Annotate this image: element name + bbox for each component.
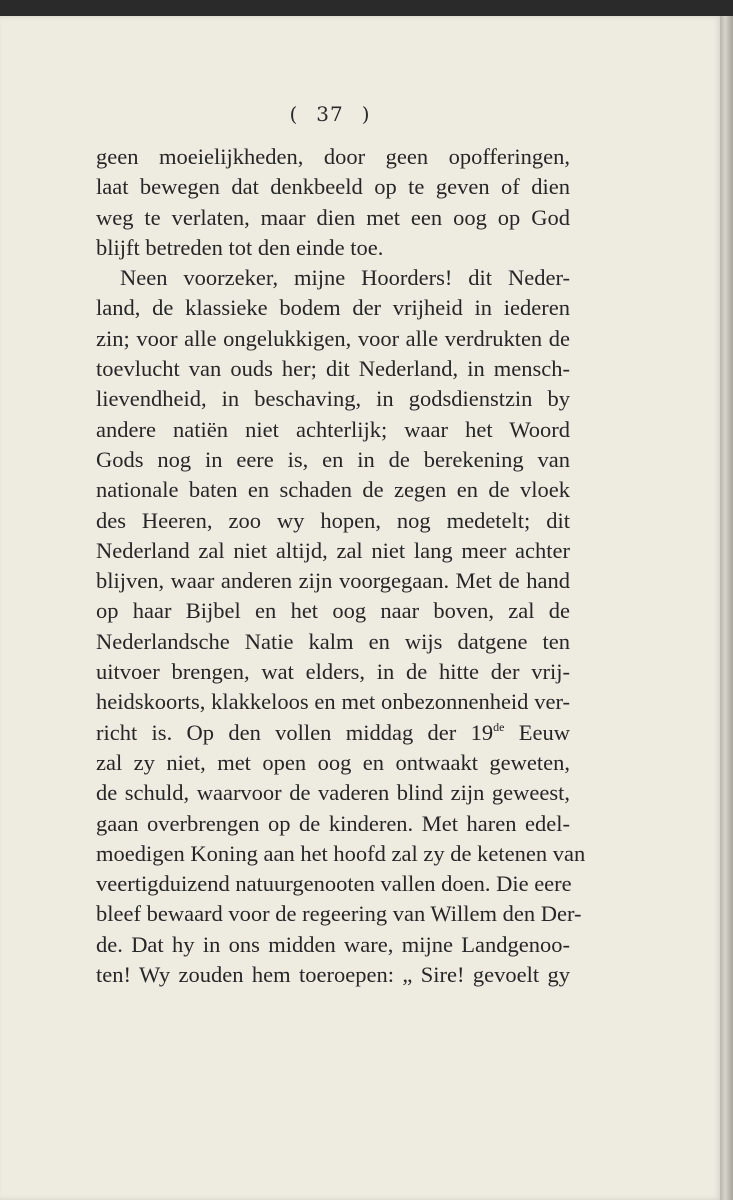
page-number bbox=[0, 102, 660, 126]
superscript: de bbox=[493, 719, 505, 734]
text-line: lievendheid, in beschaving, in godsdienstzin by bbox=[96, 386, 570, 412]
text-line: des Heeren, zoo wy hopen, nog medetelt; dit bbox=[96, 507, 570, 533]
page-edge bbox=[720, 16, 733, 1200]
text-line-with-superscript bbox=[96, 718, 570, 748]
text-line: gaan overbrengen op de kinderen. Met haren edel- bbox=[96, 810, 570, 836]
text-line: de. Dat hy in ons midden ware, mijne Landgenoo- bbox=[96, 931, 570, 957]
page-number-close-paren: ) bbox=[361, 102, 371, 126]
text-line: zin; voor alle ongelukkigen, voor alle verdrukten de bbox=[96, 325, 570, 351]
text-line: ten! Wy zouden hem toeroepen: „ Sire! gevoelt gy bbox=[96, 962, 570, 988]
text-line: toevlucht van ouds her; dit Nederland, in mensch- bbox=[96, 356, 570, 382]
text-line: de schuld, waarvoor de vaderen blind zijn geweest, bbox=[96, 780, 570, 806]
text-line: moedigen Koning aan het hoofd zal zy de ketenen van bbox=[96, 840, 586, 866]
text-line: nationale baten en schaden de zegen en de vloek bbox=[96, 477, 570, 503]
page-number-open-paren: ( bbox=[289, 102, 299, 126]
text-line: Gods nog in eere is, en in de berekening van bbox=[96, 446, 570, 472]
text-line: blijft betreden tot den einde toe. bbox=[96, 234, 384, 260]
page-number-value: 37 bbox=[316, 102, 344, 126]
text-line: op haar Bijbel en het oog naar boven, zal de bbox=[96, 598, 570, 624]
text-line: Nederland zal niet altijd, zal niet lang meer achter bbox=[96, 537, 570, 563]
text-line: heidskoorts, klakkeloos en met onbezonnenheid ver- bbox=[96, 689, 570, 715]
text-line: veertigduizend natuurgenooten vallen doen. Die eere bbox=[96, 871, 572, 897]
text-line: bleef bewaard voor de regeering van Willem den Der- bbox=[96, 901, 582, 927]
text-line: laat bewegen dat denkbeeld op te geven of dien bbox=[96, 174, 570, 200]
text-line: uitvoer brengen, wat elders, in de hitte der vrij- bbox=[96, 659, 570, 685]
text-line: Neen voorzeker, mijne Hoorders! dit Neder- bbox=[120, 265, 570, 291]
text-line: andere natiën niet achterlijk; waar het Woord bbox=[96, 416, 570, 442]
text-line-part: Eeuw bbox=[504, 719, 570, 745]
text-line: blijven, waar anderen zijn voorgegaan. Met de hand bbox=[96, 568, 570, 594]
text-line: geen moeielijkheden, door geen opofferingen, bbox=[96, 144, 570, 169]
text-line: weg te verlaten, maar dien met een oog op God bbox=[96, 204, 570, 230]
body-text bbox=[96, 142, 586, 990]
text-line: land, de klassieke bodem der vrijheid in iederen bbox=[96, 295, 570, 321]
text-line-part: richt is. Op den vollen middag der 19 bbox=[96, 719, 494, 745]
text-line: zal zy niet, met open oog en ontwaakt geweten, bbox=[96, 749, 570, 775]
text-line: Nederlandsche Natie kalm en wijs datgene ten bbox=[96, 628, 570, 654]
